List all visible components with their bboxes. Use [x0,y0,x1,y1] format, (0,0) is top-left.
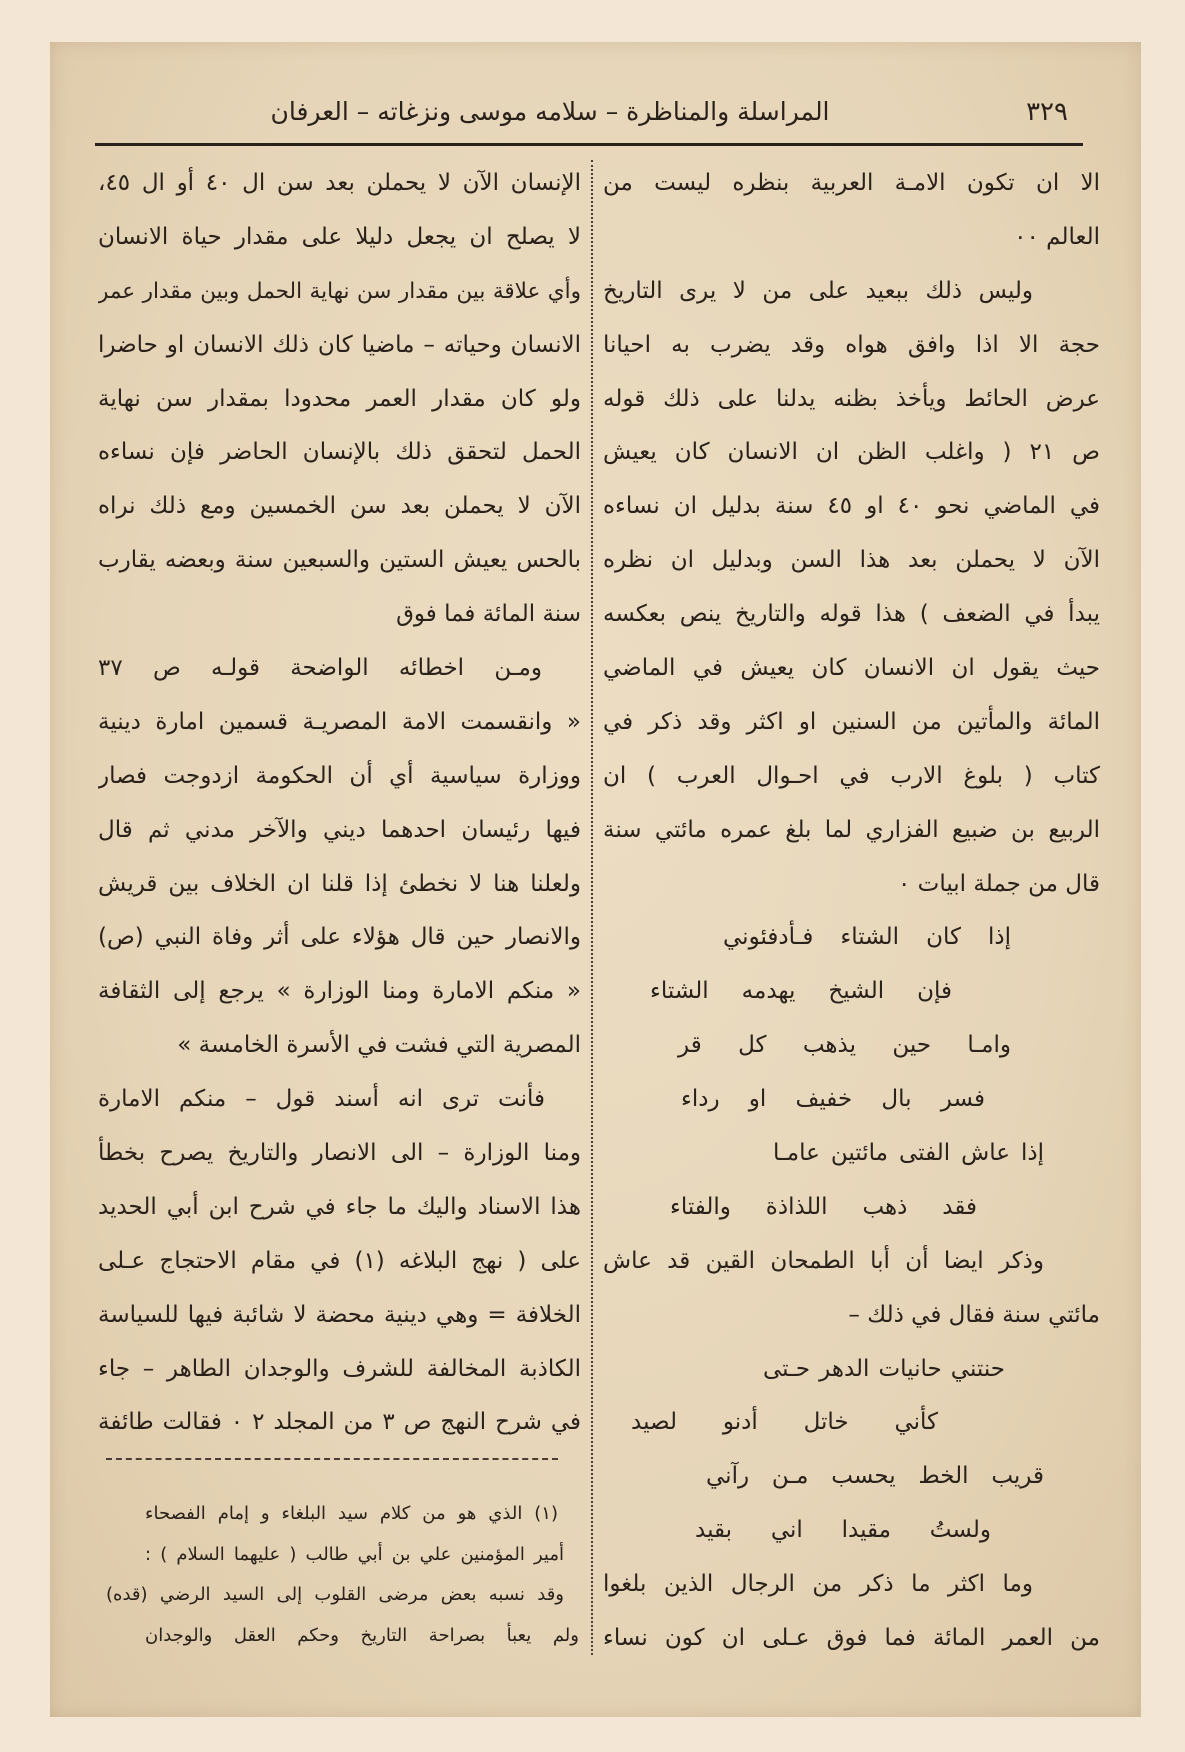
paragraph-line: وليس ذلك ببعيد على من لا يرى التاريخ [603,277,1033,304]
paragraph-line: هذا الاسناد واليك ما جاء في شرح ابن أبي الحديد [98,1193,581,1220]
paragraph-line: كتاب ( بلوغ الارب في احـوال العرب ) ان [603,762,1100,789]
poem-verse: ولستُ مقيدا اني بقيد [695,1517,991,1544]
quotation-line: ولعلنا هنا لا نخطئ إذا قلنا ان الخلاف بين قريش [98,870,581,897]
paragraph-line: سنة المائة فما فوق [396,601,581,628]
paragraph-line: لا يصلح ان يجعل دليلا على مقدار حياة الانسان [98,223,581,250]
quotation-line: والانصار حين قال هؤلاء على أثر وفاة النبي (ص) [98,924,581,951]
paragraph-line: قال من جملة ابيات ٠ [898,870,1100,897]
poem-verse: إذا عاش الفتى مائتين عامـا [773,1140,1044,1167]
paragraph-line: في شرح النهج ص ٣ من المجلد ٢ ٠ فقالت طائفة [98,1409,581,1436]
poem-verse: قريب الخط يحسب مـن رآني [706,1463,1044,1490]
right-column [603,157,1100,1666]
paragraph-line: وأي علاقة بين مقدار سن نهاية الحمل وبين مقدار عمر [98,278,581,304]
page-number: ٣٢٩ [1026,97,1068,127]
footnote-rule [106,1458,558,1460]
paragraph-line: الانسان وحياته – ماضيا كان ذلك الانسان او حاضرا [98,331,581,358]
paragraph-line: فأنت ترى انه أسند قول – منكم الامارة [98,1086,545,1113]
footnote-line: وقد نسبه بعض مرضى القلوب إلى السيد الرضي (قده) [106,1584,564,1606]
column-divider [591,160,593,1655]
poem-verse: كأني خاتل أدنو لصيد [631,1409,938,1436]
paragraph-line: الكاذبة المخالفة للشرف والوجدان الطاهر – جاء [98,1355,581,1382]
paragraph-line: على ( نهج البلاغه (١) في مقام الاحتجاج عـلى [98,1247,581,1274]
paragraph-line: ولو كان مقدار العمر محدودا بمقدار سن نهاية [98,385,581,412]
left-column [98,157,581,1450]
poem-verse: فقد ذهب اللذاذة والفتاء [670,1193,977,1220]
paragraph-line: من العمر المائة فما فوق عـلى ان كون نساء [603,1625,1100,1652]
paragraph-line: يبدأ في الضعف ) هذا قوله والتاريخ ينص بعكسه [603,601,1100,628]
paragraph-line: الخلافة = وهي دينية محضة لا شائبة فيها للسياسة [98,1301,581,1328]
paragraph-line: ص ٢١ ( واغلب الظن ان الانسان كان يعيش [603,439,1100,466]
paragraph-line: وما اكثر ما ذكر من الرجال الذين بلغوا [603,1571,1033,1598]
paragraph-line: الآن لا يحملن بعد سن الخمسين ومع ذلك نراه [98,493,581,520]
quotation-line: « وانقسمت الامة المصريـة قسمين امارة دينية [98,708,581,735]
poem-verse: حنتني حانيات الدهر حـتى [763,1355,1005,1382]
header-rule [95,143,1083,146]
footnote-line: أمير المؤمنين علي بن أبي طالب ( عليهما السلام ) : [145,1543,564,1565]
quotation-line: « منكم الامارة ومنا الوزارة » يرجع إلى الثقافة [98,978,581,1005]
quotation-line: ووزارة سياسية أي أن الحكومة ازدوجت فصار [98,762,581,789]
paragraph-line: حجة الا اذا وافق هواه وقد يضرب به احيانا [603,331,1100,358]
paragraph-line: في الماضي نحو ٤٠ او ٤٥ سنة بدليل ان نساءه [603,493,1100,520]
paragraph-line: الآن لا يحملن بعد هذا السن وبدليل ان نظره [603,547,1100,574]
poem-verse: فإن الشيخ يهدمه الشتاء [650,978,952,1005]
paragraph-line: عرض الحائط ويأخذ بظنه يدلنا على ذلك قوله [603,385,1100,412]
paragraph-line: ومنا الوزارة – الى الانصار والتاريخ يصرح بخطأ [98,1140,581,1167]
paragraph-line: وذكر ايضا أن أبا الطمحان القين قد عاش [603,1247,1044,1274]
poem-verse: وامـا حين يذهب كل قر [678,1032,1011,1059]
quotation-line: فيها رئيسان احدهما ديني والآخر مدني ثم قال [98,816,581,843]
paragraph-line: المائة والمأتين من السنين او اكثر وقد ذكر في [603,708,1100,735]
paragraph-line: مائتي سنة فقال في ذلك – [848,1301,1100,1328]
paragraph-line: الإنسان الآن لا يحملن بعد سن ال ٤٠ أو ال ٤٥، [98,170,581,196]
running-title: المراسلة والمناظرة – سلامه موسى ونزغاته – العرفان [270,97,830,126]
paragraph-line: العالم ٠٠ [1014,223,1100,250]
footnote-line: ولم يعبأ بصراحة التاريخ وحكم العقل والوجدان [145,1625,579,1647]
poem-verse: فسر بال خفيف او رداء [681,1086,985,1113]
paragraph-line: بالحس يعيش الستين والسبعين سنة وبعضه يقارب [98,547,581,574]
paragraph-line: ومـن اخطائه الواضحة قولـه ص ٣٧ [98,655,542,682]
paragraph-line: الربيع بن ضبيع الفزاري لما بلغ عمره مائتي سنة [603,816,1100,843]
poem-verse: إذا كان الشتاء فـأدفئوني [723,924,1011,951]
paragraph-line: الحمل لتحقق ذلك بالإنسان الحاضر فإن نساءه [98,439,581,466]
footnote-line: (١) الذي هو من كلام سيد البلغاء و إمام الفصحاء [145,1503,558,1524]
footnote [98,1494,581,1657]
quotation-line: المصرية التي فشت في الأسرة الخامسة » [177,1032,581,1059]
paragraph-line: حيث يقول ان الانسان كان يعيش في الماضي [603,655,1100,682]
paragraph-line: الا ان تكون الامـة العربية بنظره ليست من [603,170,1100,196]
